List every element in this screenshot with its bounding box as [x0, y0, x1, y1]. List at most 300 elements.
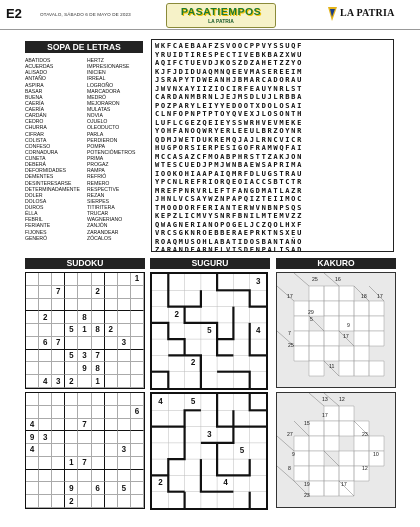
word-list-item: BUENA	[25, 94, 43, 101]
sudoku-cell[interactable]	[105, 444, 118, 457]
sudoku-cell[interactable]	[92, 337, 105, 350]
sudoku-cell[interactable]	[131, 457, 144, 470]
word-list-item: MEDRÓ	[87, 94, 106, 101]
grid-row: WKFCAEBAAFZSVOOCPPVYSSUQF	[155, 41, 304, 50]
grid-row: HUGPORSIERPESIGOFRAMWQFAI	[155, 143, 304, 152]
grid-row: KJFJDIDUAQMNQEEVMASEREEIM	[155, 66, 304, 76]
sudoku-cell[interactable]	[39, 470, 52, 483]
sudoku-cell[interactable]	[52, 470, 65, 483]
sudoku-cell[interactable]	[65, 311, 78, 324]
sudoku-cell[interactable]	[105, 470, 118, 483]
word-list-item: CARDÁN	[25, 113, 47, 120]
word-list-item: REFRIÓ	[87, 174, 107, 181]
kakuro-clue: 23	[304, 493, 310, 499]
sudoku-cell[interactable]	[105, 457, 118, 470]
sudoku-cell[interactable]	[78, 470, 91, 483]
sudoku-cell[interactable]	[131, 470, 144, 483]
word-list-column-2	[87, 58, 135, 242]
sudoku-grid-2	[25, 392, 145, 509]
sudoku-cell[interactable]	[26, 337, 39, 350]
logo-title: PASATIEMPOS	[180, 6, 262, 18]
sudoku-cell[interactable]	[26, 495, 39, 508]
sudoku-cell[interactable]	[118, 495, 131, 508]
brand-name: LA PATRIA	[340, 8, 395, 19]
sudoku-cell[interactable]: 1	[92, 375, 105, 388]
sudoku-cell[interactable]	[131, 286, 144, 299]
sudoku-cell[interactable]	[118, 470, 131, 483]
sudoku-cell[interactable]	[26, 482, 39, 495]
sudoku-cell[interactable]	[26, 299, 39, 312]
sudoku-cell[interactable]	[118, 350, 131, 363]
kakuro-clue: 12	[339, 397, 345, 403]
sudoku-cell[interactable]	[39, 406, 52, 419]
word-list-item: PARLA	[87, 131, 104, 138]
suguru-grid-1	[150, 272, 268, 390]
sudoku-cell[interactable]	[131, 362, 144, 375]
sudoku-cell[interactable]	[65, 444, 78, 457]
word-list-item: GENERÓ	[25, 235, 48, 242]
suguru-number: 2	[174, 309, 179, 319]
sudoku-cell[interactable]	[118, 362, 131, 375]
suguru-number: 2	[190, 358, 196, 368]
word-list-item: RESPECTIVE	[87, 186, 120, 193]
sudoku-cell[interactable]: 8	[92, 362, 105, 375]
word-list-item: DESINTERESARSE	[25, 180, 72, 187]
sudoku-cell[interactable]: 3	[118, 444, 131, 457]
word-list-item: ASPIRA	[25, 82, 44, 89]
sudoku-cell[interactable]: 3	[52, 375, 65, 388]
sudoku-cell[interactable]	[26, 406, 39, 419]
sudoku-cell[interactable]	[118, 273, 131, 286]
sudoku-cell[interactable]	[118, 324, 131, 337]
sudoku-cell[interactable]	[26, 362, 39, 375]
sudoku-cell[interactable]	[39, 362, 52, 375]
sudoku-cell[interactable]	[52, 273, 65, 286]
sudoku-cell[interactable]	[65, 286, 78, 299]
kakuro-clue: 25	[288, 343, 294, 349]
sudoku-cell[interactable]	[39, 273, 52, 286]
brand-mark-icon	[328, 7, 337, 21]
suguru-number: 4	[223, 478, 228, 488]
kakuro-title: KAKURO	[276, 258, 396, 269]
sudoku-cell[interactable]	[105, 299, 118, 312]
kakuro-clue: 17	[377, 294, 383, 300]
date-line: OTAVALO, SÁBADO 6 DE MAYO DE 2023	[40, 12, 131, 17]
word-list-item: MEJORARON	[87, 100, 120, 107]
suguru-grid-2	[150, 392, 268, 510]
logo-subtitle: LA PATRIA	[208, 19, 234, 25]
sudoku-cell[interactable]	[92, 299, 105, 312]
sudoku-cell[interactable]	[78, 393, 91, 406]
grid-row: TMOODORFERIANTERWVNBNPSQS	[155, 202, 304, 212]
sudoku-cell[interactable]	[105, 362, 118, 375]
sudoku-grid-1	[25, 272, 145, 389]
sudoku-cell[interactable]	[118, 419, 131, 432]
sudoku-cell[interactable]	[26, 393, 39, 406]
grid-row: LUFLCGEZQEIEYSSWRHVEVMEKE	[155, 117, 304, 127]
grid-row: POZPARYLEIYYEDOOTXDOLOSAI	[155, 100, 304, 110]
kakuro-clue: 12	[362, 466, 368, 472]
kakuro-clue: 5	[310, 317, 313, 323]
grid-row: JSRAPYTDWEANHJBMARCADORAU	[155, 75, 304, 84]
sudoku-cell[interactable]: 2	[105, 324, 118, 337]
word-list-item: DUROS	[25, 205, 44, 211]
sudoku-cell[interactable]	[131, 482, 144, 495]
sudoku-cell[interactable]	[78, 286, 91, 299]
word-list-item: ZARANDEAR	[87, 229, 119, 236]
word-search-grid	[151, 39, 394, 252]
sudoku-cell[interactable]	[118, 431, 131, 444]
sudoku-cell[interactable]	[65, 431, 78, 444]
sudoku-cell[interactable]	[131, 299, 144, 312]
word-list-item: NOVIA	[87, 113, 103, 120]
sudoku-cell[interactable]	[105, 406, 118, 419]
sudoku-cell[interactable]	[52, 350, 65, 363]
sudoku-cell[interactable]	[78, 495, 91, 508]
sudoku-cell[interactable]	[65, 273, 78, 286]
kakuro-clue: 11	[329, 364, 335, 370]
sudoku-cell[interactable]	[39, 324, 52, 337]
sudoku-cell[interactable]	[39, 457, 52, 470]
sudoku-cell[interactable]	[92, 406, 105, 419]
word-list-item: DEBERÁ	[25, 162, 46, 169]
sudoku-cell[interactable]	[39, 286, 52, 299]
grid-row: JWVNXAYIIZIOCIRFEAUYNRLST	[155, 83, 304, 93]
kakuro-grid-2	[276, 392, 396, 508]
sudoku-cell[interactable]: 9	[65, 482, 78, 495]
sudoku-cell[interactable]: 6	[92, 482, 105, 495]
sudoku-cell[interactable]	[78, 431, 91, 444]
word-list-item: CEDRO	[25, 119, 44, 126]
header-divider	[0, 29, 420, 30]
word-list-item: IMPRESIONARSE	[87, 64, 130, 71]
sudoku-cell[interactable]	[118, 406, 131, 419]
sudoku-cell[interactable]	[39, 495, 52, 508]
page-header	[0, 0, 420, 30]
sudoku-cell[interactable]: 9	[26, 431, 39, 444]
sudoku-cell[interactable]	[52, 299, 65, 312]
sudoku-cell[interactable]	[52, 482, 65, 495]
word-list-item: CIFRAR	[25, 131, 44, 138]
sudoku-cell[interactable]	[78, 482, 91, 495]
sudoku-cell[interactable]: 1	[65, 457, 78, 470]
sudoku-cell[interactable]	[39, 482, 52, 495]
sudoku-cell[interactable]	[92, 495, 105, 508]
kakuro-clue: 10	[373, 452, 379, 458]
sudoku-cell[interactable]	[92, 457, 105, 470]
grid-row: CARDANMBRNLJEJMSDLUJLRBBA	[155, 92, 304, 101]
sudoku-cell[interactable]	[105, 273, 118, 286]
word-list-item: DEMENTES	[25, 174, 54, 181]
sudoku-cell[interactable]	[52, 324, 65, 337]
sudoku-cell[interactable]	[52, 311, 65, 324]
sudoku-cell[interactable]	[26, 311, 39, 324]
sudoku-cell[interactable]: 3	[39, 431, 52, 444]
word-list-item: POTENCIÓMETROS	[87, 149, 136, 156]
sudoku-cell[interactable]	[92, 419, 105, 432]
grid-row: AQIFCTUEVDJKOSZDZAHETZZYO	[155, 58, 304, 67]
sudoku-cell[interactable]	[105, 337, 118, 350]
word-list-item: FEBRIL	[25, 217, 43, 224]
kakuro-clue: 15	[304, 421, 310, 427]
grid-row: ZARANDEARNELVISDENPALISAD	[155, 245, 304, 252]
sudoku-cell[interactable]	[78, 299, 91, 312]
sudoku-cell[interactable]	[105, 311, 118, 324]
sudoku-cell[interactable]	[78, 406, 91, 419]
word-list-item: DETERMINADAMENTE	[25, 186, 80, 193]
grid-row: VRCSGKNROEBBERAEPRKTNSXEU	[155, 228, 304, 237]
kakuro-grid-1	[276, 272, 396, 388]
sudoku-cell[interactable]	[65, 419, 78, 432]
sudoku-cell[interactable]	[131, 311, 144, 324]
grid-row: MCCASAZCFMOABPHRSTTZAKJON	[155, 151, 304, 161]
sudoku-cell[interactable]	[92, 470, 105, 483]
sudoku-cell[interactable]: 5	[65, 324, 78, 337]
kakuro-clue: 19	[304, 482, 310, 488]
sudoku-cell[interactable]	[105, 375, 118, 388]
kakuro-grid-1-cells	[277, 273, 396, 388]
word-list-item: ÉLLA	[25, 211, 38, 218]
word-list-item: SIERPES	[87, 198, 110, 205]
word-list-item: ACUERDAS	[25, 64, 54, 71]
sudoku-cell[interactable]: 2	[39, 311, 52, 324]
word-list-item: RAMPA	[87, 168, 105, 175]
kakuro-clue: 17	[343, 334, 349, 340]
sudoku-cell[interactable]: 8	[78, 311, 91, 324]
sudoku-cell[interactable]	[131, 495, 144, 508]
word-list-column-1	[25, 58, 80, 242]
sudoku-cell[interactable]: 3	[118, 337, 131, 350]
sudoku-cell[interactable]: 3	[78, 350, 91, 363]
sudoku-cell[interactable]	[65, 393, 78, 406]
sudoku-cell[interactable]	[26, 273, 39, 286]
word-list-item: LOGROÑO	[87, 82, 114, 89]
sudoku-cell[interactable]	[65, 362, 78, 375]
word-list-item: MARCADORA	[87, 88, 121, 95]
word-list-item: ABATIDOS	[25, 58, 51, 64]
grid-row: ROAQMUSOHLABATIDOSBANTAÑO	[155, 236, 304, 246]
word-list-item: OLEODUCTO	[87, 125, 120, 132]
sudoku-cell[interactable]	[65, 299, 78, 312]
kakuro-clue: 8	[288, 466, 291, 472]
word-list-item: CONFESO	[25, 143, 51, 150]
sudoku-cell[interactable]	[65, 337, 78, 350]
suguru-title: SUGURU	[150, 258, 270, 269]
sudoku-cell[interactable]	[52, 419, 65, 432]
kakuro-clue: 13	[322, 397, 328, 403]
word-list-item: IRREAL	[87, 76, 106, 83]
sudoku-cell[interactable]: 7	[78, 419, 91, 432]
sudoku-cell[interactable]	[39, 444, 52, 457]
word-list-item: INICIEN	[87, 70, 106, 77]
page-number: E2	[6, 6, 22, 21]
grid-row: YOHFANOQWRYERLEEULBRZOYNR	[155, 126, 304, 135]
word-list-item: PERDIERON	[87, 137, 118, 144]
sudoku-cell[interactable]: 2	[65, 375, 78, 388]
sudoku-cell[interactable]	[52, 431, 65, 444]
sudoku-cell[interactable]: 4	[26, 419, 39, 432]
word-list-item: ALISADO	[25, 70, 48, 77]
word-list-item: REZAN	[87, 192, 105, 199]
sudoku-cell[interactable]	[52, 444, 65, 457]
sudoku-cell[interactable]	[131, 419, 144, 432]
sudoku-cell[interactable]: 4	[26, 444, 39, 457]
sudoku-cell[interactable]: 1	[78, 324, 91, 337]
word-list-item: ZÓCALOS	[87, 235, 112, 242]
sudoku-cell[interactable]	[105, 393, 118, 406]
sudoku-cell[interactable]	[118, 311, 131, 324]
grid-row: IOOKOHIAAPAIQMRFDLUGSTRAU	[155, 168, 304, 178]
grid-row: QDMJWETDUKREMQJAJLRNCVICR	[155, 134, 304, 144]
sudoku-cell[interactable]: 6	[131, 406, 144, 419]
kakuro-clue: 18	[361, 294, 367, 300]
sudoku-cell[interactable]	[118, 457, 131, 470]
sudoku-cell[interactable]	[65, 470, 78, 483]
kakuro-clue: 16	[335, 277, 341, 283]
sudoku-cell[interactable]: 7	[78, 457, 91, 470]
sudoku-cell[interactable]: 5	[65, 350, 78, 363]
sudoku-cell[interactable]	[65, 406, 78, 419]
sudoku-cell[interactable]	[105, 286, 118, 299]
sudoku-cell[interactable]	[118, 286, 131, 299]
sudoku-cell[interactable]	[26, 375, 39, 388]
sudoku-title: SUDOKU	[25, 258, 145, 269]
word-list-item: COLISTA	[25, 137, 47, 144]
sudoku-cell[interactable]	[92, 273, 105, 286]
sudoku-cell[interactable]: 5	[118, 482, 131, 495]
word-list-item: REMERO	[87, 180, 110, 187]
suguru-number: 4	[158, 397, 163, 406]
word-list-item: BASAR	[25, 88, 43, 95]
word-list-item: POMPA	[87, 143, 106, 150]
word-list-item: FERIANTE	[25, 223, 51, 230]
sudoku-cell[interactable]	[131, 337, 144, 350]
sudoku-cell[interactable]	[118, 393, 131, 406]
sudoku-cell[interactable]: 2	[65, 495, 78, 508]
word-list-item: DOLER	[25, 192, 43, 199]
word-list-item: DOLOSA	[25, 198, 47, 205]
sudoku-cell[interactable]: 7	[92, 350, 105, 363]
word-list-item: PRIMA	[87, 156, 104, 162]
kakuro-clue: 7	[288, 331, 291, 337]
pasatiempos-logo	[166, 3, 276, 28]
sudoku-cell[interactable]	[52, 495, 65, 508]
sudoku-cell[interactable]: 7	[52, 337, 65, 350]
sudoku-cell[interactable]	[78, 375, 91, 388]
sudoku-cell[interactable]	[131, 444, 144, 457]
sudoku-cell[interactable]	[105, 431, 118, 444]
grid-row: WTESCUEDJPMJWNBAEWSAPRIMA	[155, 160, 304, 169]
kakuro-clue: 29	[308, 310, 314, 316]
sudoku-cell[interactable]	[78, 337, 91, 350]
sudoku-cell[interactable]	[52, 362, 65, 375]
sudoku-cell[interactable]	[26, 286, 39, 299]
sudoku-cell[interactable]	[39, 299, 52, 312]
grid-row: JHNLVCSAYWZNPAPQIZTEIIMOC	[155, 194, 304, 203]
sudoku-cell[interactable]	[118, 375, 131, 388]
sudoku-cell[interactable]	[131, 350, 144, 363]
word-list-item: WAGNERIANO	[87, 217, 123, 224]
sudoku-cell[interactable]	[52, 406, 65, 419]
suguru-number: 3	[255, 277, 261, 286]
sudoku-cell[interactable]	[118, 299, 131, 312]
sudoku-cell[interactable]: 4	[39, 375, 52, 388]
grid-row: YPCNLREFRIORQEOIACCSBTCTR	[155, 177, 304, 186]
sudoku-cell[interactable]	[52, 393, 65, 406]
word-list-item: CHURRA	[25, 125, 47, 132]
suguru-number: 4	[255, 325, 261, 335]
word-list-item: PROGAZ	[87, 162, 109, 169]
sudoku-cell[interactable]	[131, 431, 144, 444]
sudoku-cell[interactable]	[78, 273, 91, 286]
sudoku-cell[interactable]	[26, 457, 39, 470]
sudoku-cell[interactable]: 7	[52, 286, 65, 299]
suguru-number: 3	[207, 429, 212, 439]
word-list-item: ANTAÑO	[25, 76, 46, 83]
word-list-item: FIJONES	[25, 229, 47, 236]
sudoku-cell[interactable]	[26, 324, 39, 337]
sudoku-cell[interactable]	[131, 324, 144, 337]
sudoku-cell[interactable]: 9	[78, 362, 91, 375]
sopa-title: SOPA DE LETRAS	[25, 41, 143, 53]
sudoku-cell[interactable]	[105, 419, 118, 432]
sudoku-cell[interactable]	[26, 350, 39, 363]
sudoku-cell[interactable]	[92, 311, 105, 324]
sudoku-cell[interactable]	[105, 495, 118, 508]
suguru-number: 2	[158, 478, 163, 488]
kakuro-clue: 27	[287, 432, 293, 438]
word-list-item: MULATAS	[87, 107, 111, 113]
sudoku-cell[interactable]	[92, 393, 105, 406]
kakuro-clue: 17	[287, 294, 293, 300]
sudoku-cell[interactable]	[78, 444, 91, 457]
suguru-number: 5	[207, 325, 212, 335]
kakuro-clue: 17	[322, 413, 328, 419]
sudoku-cell[interactable]	[105, 482, 118, 495]
grid-row: QWAGNERIANOPOGELJCZQOLHXF	[155, 219, 304, 229]
sudoku-cell[interactable]	[131, 393, 144, 406]
sudoku-cell[interactable]: 2	[92, 286, 105, 299]
grid-row: CLNFOPNPTPTOYQVEXJLOSONTH	[155, 109, 304, 118]
grid-row: MREFPNRVRLEFTFANGDMATLAZR	[155, 185, 304, 195]
sudoku-cell[interactable]	[105, 350, 118, 363]
sudoku-cell[interactable]: 8	[92, 324, 105, 337]
sudoku-cell[interactable]	[39, 393, 52, 406]
word-list-item: CAERÍA	[25, 107, 44, 113]
sudoku-cell[interactable]	[131, 375, 144, 388]
kakuro-clue: 23	[362, 432, 368, 438]
sudoku-cell[interactable]	[39, 350, 52, 363]
suguru-number: 5	[239, 445, 245, 455]
word-list-item: CAERÍA	[25, 100, 44, 107]
sudoku-cell[interactable]: 6	[39, 337, 52, 350]
word-list-item: DEFORMIDADES	[25, 168, 67, 175]
sudoku-cell[interactable]	[92, 444, 105, 457]
word-list-item: TRUCAR	[87, 211, 109, 218]
sudoku-cell[interactable]: 1	[131, 273, 144, 286]
word-list-item: HERTZ	[87, 58, 104, 64]
grid-row: KEPZLICMVYSNRFBNILMTEMVZZ	[155, 211, 304, 220]
word-list-item: OJUELO	[87, 119, 108, 126]
suguru-number: 5	[190, 397, 196, 406]
sudoku-cell[interactable]	[39, 419, 52, 432]
kakuro-clue: 17	[341, 482, 347, 488]
sudoku-cell[interactable]	[26, 470, 39, 483]
grid-row: YRUIDTIRESPECTIVEBKBAZXWU	[155, 49, 304, 59]
sudoku-cell[interactable]	[92, 431, 105, 444]
sudoku-cell[interactable]	[52, 457, 65, 470]
kakuro-clue: 25	[312, 277, 318, 283]
